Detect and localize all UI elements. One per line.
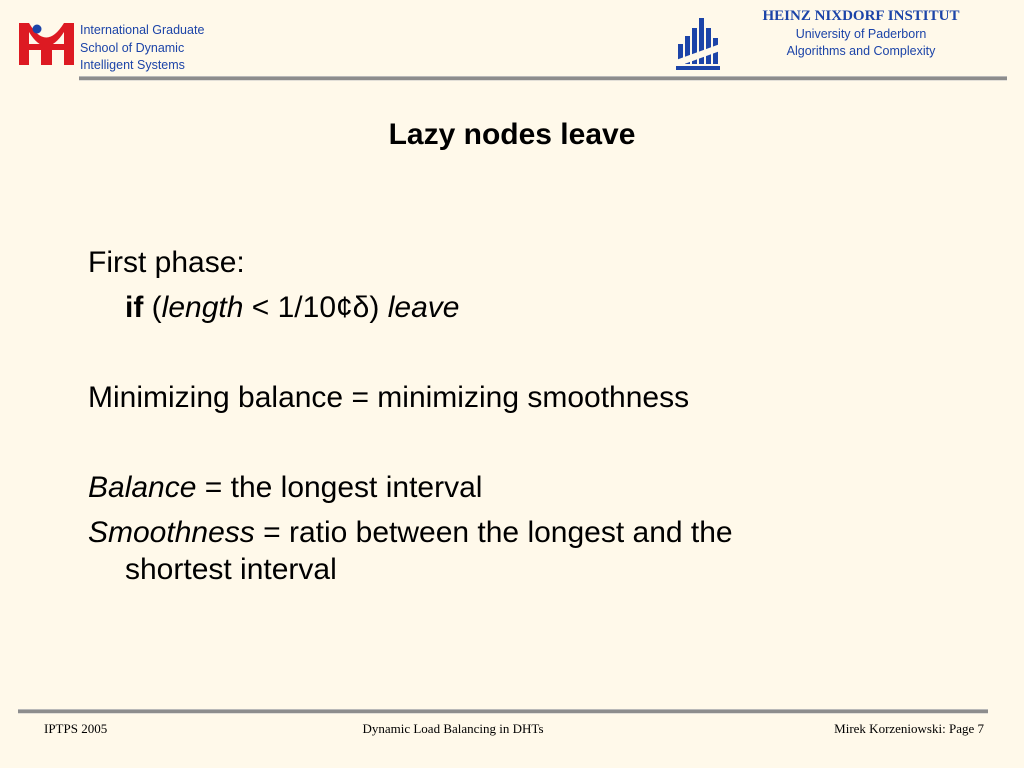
leave-variable: leave — [387, 291, 460, 324]
school-line-2: School of Dynamic — [80, 40, 185, 55]
smoothness-line — [88, 513, 733, 553]
school-line-3: Intelligent Systems — [80, 58, 185, 72]
paren-open: ( — [151, 291, 162, 324]
institute-line-2: Algorithms and Complexity — [786, 44, 936, 58]
condition-line — [125, 288, 459, 328]
heinz-nixdorf-logo — [676, 14, 720, 70]
smoothness-definition: = ratio between the longest and the — [254, 516, 733, 549]
footer-conference: IPTPS 2005 — [44, 721, 108, 736]
institute-name: HEINZ NIXDORF INSTITUT — [762, 8, 960, 24]
if-keyword: if — [125, 291, 144, 324]
footer-talk-title: Dynamic Load Balancing in DHTs — [362, 721, 544, 736]
first-phase-line: First phase: — [88, 246, 245, 279]
school-line-1: International Graduate — [80, 23, 205, 37]
institute-line-1: University of Paderborn — [795, 27, 927, 41]
smoothness-continuation: shortest interval — [125, 553, 337, 586]
smoothness-term: Smoothness — [88, 516, 255, 549]
slide-title: Lazy nodes leave — [388, 118, 636, 151]
balance-definition: = the longest interval — [196, 471, 483, 504]
graduate-school-name — [80, 22, 204, 75]
footer-divider — [18, 709, 988, 714]
balance-line — [88, 468, 482, 508]
minimizing-line: Minimizing balance = minimizing smoothness — [88, 381, 690, 414]
graduate-school-logo — [19, 18, 74, 70]
balance-term: Balance — [88, 471, 197, 504]
condition-text: < 1/10¢δ) — [243, 291, 388, 324]
institute-block — [730, 6, 992, 60]
length-variable: length — [161, 291, 244, 324]
footer-page: Mirek Korzeniowski: Page 7 — [834, 721, 984, 736]
header-divider — [79, 76, 1007, 81]
